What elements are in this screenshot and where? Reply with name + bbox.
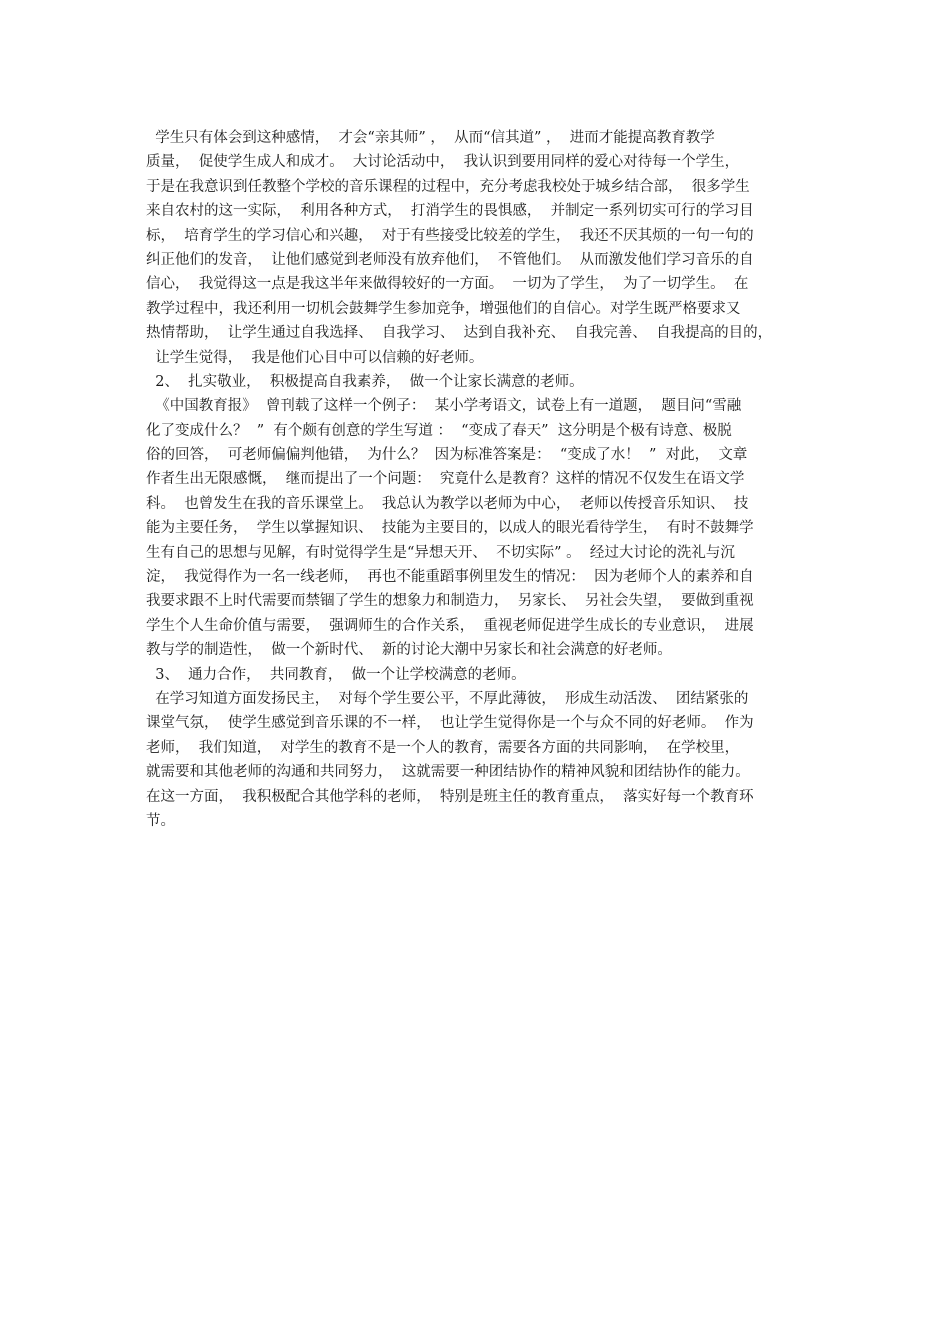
section-heading-3: 3、 通力合作， 共同教育， 做一个让学校满意的老师。 <box>146 666 526 683</box>
text-line: 教与学的制造性， 做一个新时代、 新的讨论大潮中另家长和社会满意的好老师。 <box>146 642 672 659</box>
text-line: 质量， 促使学生成人和成才。 大讨论活动中， 我认识到要用同样的爱心对待每一个学生， <box>146 154 740 171</box>
text-line: 在学习知道方面发扬民主， 对每个学生要公平，不厚此薄彼， 形成生动活泼、 团结紧张的 <box>146 690 749 707</box>
text-line: 学生个人生命价值与需要， 强调师生的合作关系， 重视老师促进学生成长的专业意识， 进展 <box>146 617 754 634</box>
text-line: 就需要和其他老师的沟通和共同努力， 这就需要一种团结协作的精神风貌和团结协作的能力。 <box>146 764 750 781</box>
text-line: 《中国教育报》 曾刊载了这样一个例子： 某小学考语文，试卷上有一道题， 题目问“雪融 <box>146 398 742 415</box>
text-line: 来自农村的这一实际， 利用各种方式， 打消学生的畏惧感， 并制定一系列切实可行的学习目 <box>146 203 754 220</box>
text-line: 老师， 我们知道， 对学生的教育不是一个人的教育，需要各方面的共同影响， 在学校里， <box>146 739 740 756</box>
text-line: 教学过程中，我还利用一切机会鼓舞学生参加竞争，增强他们的自信心。对学生既严格要求又 <box>146 300 741 317</box>
text-line: 生有自己的思想与见解，有时觉得学生是“异想天开、 不切实际” 。 经过大讨论的洗礼与沉 <box>146 544 735 561</box>
text-line: 俗的回答， 可老师偏偏判他错， 为什么？ 因为标准答案是： “变成了水！ ” 对此， 文章 <box>146 447 748 464</box>
document-body <box>146 126 814 833</box>
text-line: 在这一方面， 我积极配合其他学科的老师， 特别是班主任的教育重点， 落实好每一个教育环 <box>146 788 754 805</box>
text-line: 科。 也曾发生在我的音乐课堂上。 我总认为教学以老师为中心， 老师以传授音乐知识、 技 <box>146 495 749 512</box>
text-line: 淀， 我觉得作为一名一线老师， 再也不能重蹈事例里发生的情况： 因为老师个人的素养和自 <box>146 569 754 586</box>
text-line: 能为主要任务， 学生以掌握知识、 技能为主要目的，以成人的眼光看待学生， 有时不鼓舞学 <box>146 520 754 537</box>
text-line: 纠正他们的发音， 让他们感觉到老师没有放弃他们， 不管他们。 从而激发他们学习音乐的自 <box>146 251 754 268</box>
text-line: 节。 <box>146 812 175 829</box>
text-line: 学生只有体会到这种感情， 才会“亲其师” ， 从而“信其道” ， 进而才能提高教育教学 <box>146 130 715 146</box>
text-line: 热情帮助， 让学生通过自我选择、 自我学习、 达到自我补充、 自我完善、 自我提高的目的， <box>146 325 773 342</box>
text-line: 让学生觉得， 我是他们心目中可以信赖的好老师。 <box>146 349 484 366</box>
text-line: 标， 培育学生的学习信心和兴趣， 对于有些接受比较差的学生， 我还不厌其烦的一句一句的 <box>146 227 754 244</box>
text-line: 作者生出无限感慨， 继而提出了一个问题： 究竟什么是教育？这样的情况不仅发生在语文学 <box>146 471 745 488</box>
text-line: 课堂气氛， 使学生感觉到音乐课的不一样， 也让学生觉得你是一个与众不同的好老师。 作为 <box>146 715 754 732</box>
text-line: 我要求跟不上时代需要而禁锢了学生的想象力和制造力， 另家长、 另社会失望， 要做到重视 <box>146 593 754 610</box>
text-line: 于是在我意识到任教整个学校的音乐课程的过程中，充分考虑我校处于城乡结合部， 很多学生 <box>146 178 750 195</box>
text-line: 信心， 我觉得这一点是我这半年来做得较好的一方面。 一切为了学生， 为了一切学生。 在 <box>146 276 749 293</box>
text-line: 化了变成什么？ ” 有个颇有创意的学生写道 ： “变成了春天” 这分明是个极有诗意、极脱 <box>146 422 732 439</box>
section-heading-2: 2、 扎实敬业， 积极提高自我素养， 做一个让家长满意的老师。 <box>146 373 584 390</box>
